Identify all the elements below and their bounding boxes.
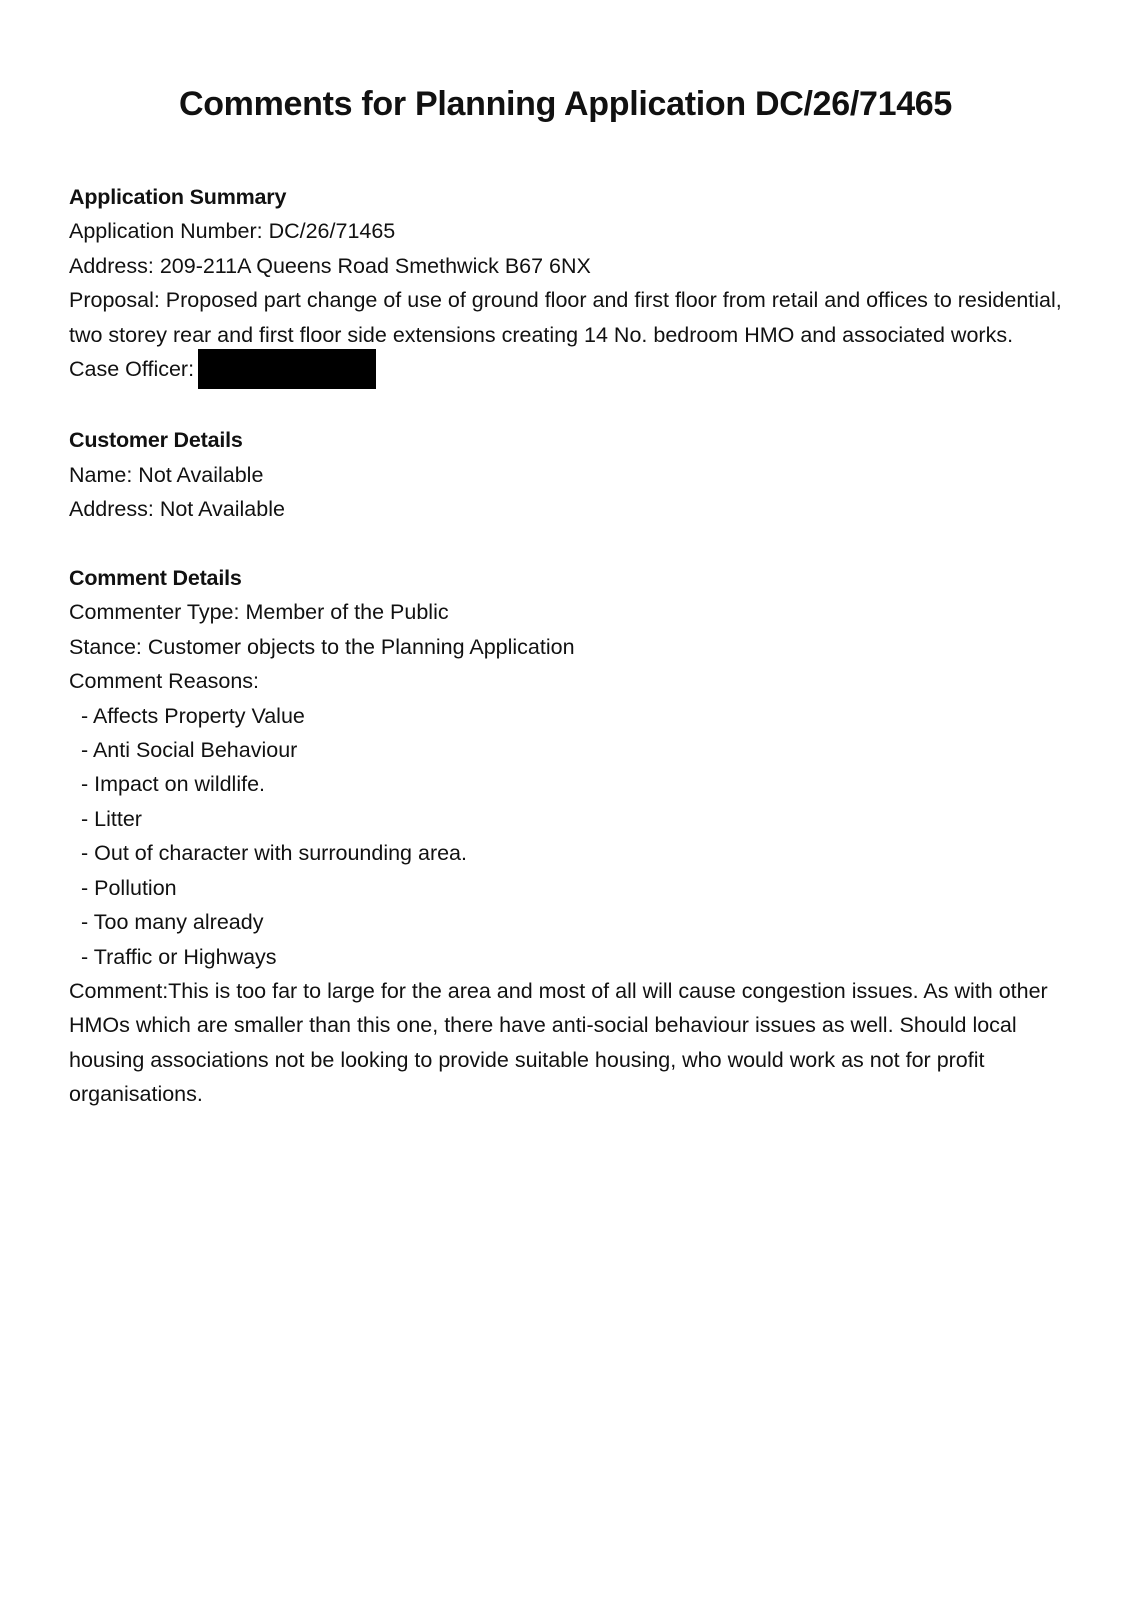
section-spacer	[69, 389, 1069, 423]
comment-reasons-label: Comment Reasons:	[69, 669, 259, 694]
application-summary-heading: Application Summary	[69, 185, 287, 209]
customer-details-section	[69, 423, 1069, 526]
list-item: - Pollution	[81, 875, 177, 900]
comment-text: Comment:This is too far to large for the area and most of all will cause congestion issues. As with other HMOs which are smaller than this one, there have anti-social behaviour issues as well. Should local housing associations not be looking to provide suitable housing, who would work as not for profit organisations.	[69, 978, 1048, 1107]
customer-address: Address: Not Available	[69, 497, 285, 522]
redaction-block	[198, 349, 376, 389]
list-item: - Traffic or Highways	[81, 944, 277, 969]
customer-details-heading: Customer Details	[69, 428, 243, 453]
application-proposal: Proposal: Proposed part change of use of ground floor and first floor from retail and offices to residential, two storey rear and first floor side extensions creating 14 No. bedroom HMO and associated works.	[69, 288, 1062, 347]
application-address: Address: 209-211A Queens Road Smethwick B67 6NX	[69, 253, 591, 278]
page-title: Comments for Planning Application DC/26/71465	[178, 85, 953, 123]
comment-reasons-list	[69, 699, 1069, 974]
application-summary-section	[69, 180, 1069, 389]
commenter-type: Commenter Type: Member of the Public	[69, 600, 449, 625]
list-item: - Impact on wildlife.	[81, 772, 266, 797]
list-item: - Out of character with surrounding area.	[81, 841, 467, 866]
list-item: - Affects Property Value	[81, 703, 305, 728]
list-item: - Anti Social Behaviour	[81, 738, 298, 763]
list-item: - Too many already	[81, 910, 264, 935]
stance: Stance: Customer objects to the Planning Application	[69, 634, 575, 659]
document-body	[69, 180, 1069, 1112]
application-number: Application Number: DC/26/71465	[69, 219, 396, 244]
case-officer-label: Case Officer:	[69, 357, 195, 382]
case-officer-row	[69, 352, 1069, 389]
comment-details-section	[69, 561, 1069, 1112]
list-item: - Litter	[81, 806, 142, 831]
comment-details-heading: Comment Details	[69, 566, 242, 591]
customer-name: Name: Not Available	[69, 462, 264, 487]
section-spacer	[69, 527, 1069, 561]
